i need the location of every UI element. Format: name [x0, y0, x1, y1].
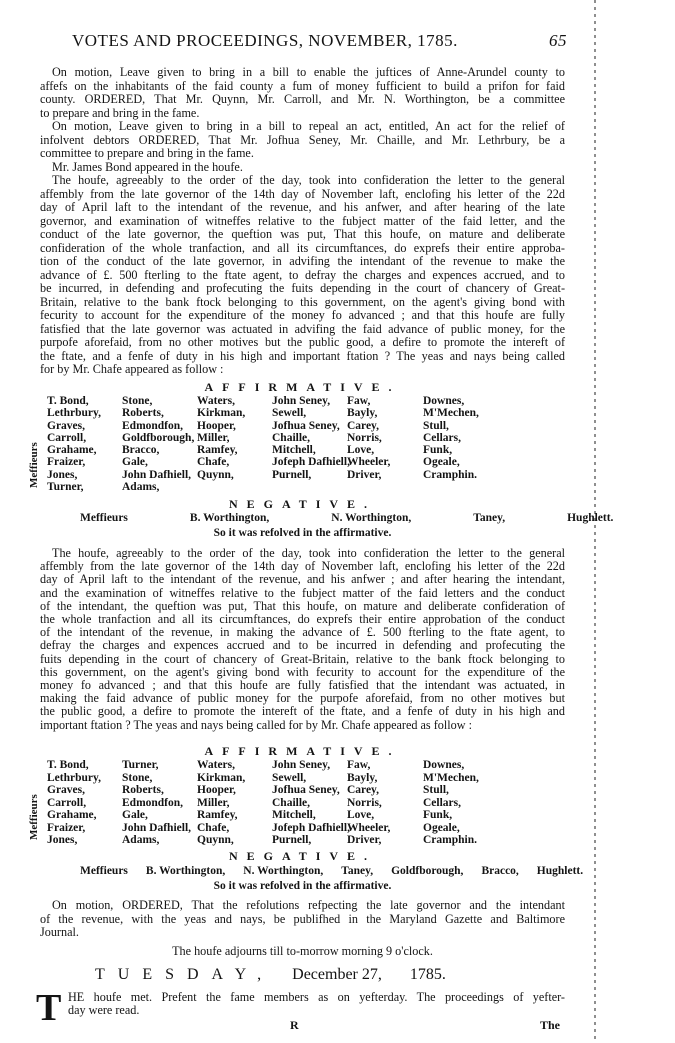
text-line: conduct of the late governor, the queftion was put, That this houfe, on mature and deliberate — [40, 227, 565, 241]
text-line: of the intendant of the revenue, in making the advance of £. 500 fterling to the ftate agent, to — [40, 625, 565, 640]
text-line: committee to prepare and bring in the fame. — [40, 146, 254, 160]
member-name: Adams, — [122, 481, 160, 494]
text-line: The houfe, agreeably to the order of the day, took into confideration the letter to the general — [52, 546, 565, 560]
day-date: December 27, — [292, 966, 382, 983]
member-name: Ogeale, — [423, 456, 460, 469]
member-name: Sewell, — [272, 407, 307, 420]
member-name: Fraizer, — [47, 821, 86, 834]
running-header — [72, 31, 567, 51]
member-name: Stull, — [423, 419, 449, 432]
member-name: Goldfborough, — [391, 865, 464, 877]
paragraph-insolvent-debtors — [40, 120, 565, 161]
member-name: Cellars, — [423, 431, 462, 444]
member-name: Hughlett. — [536, 865, 584, 877]
member-name: Bayly, — [347, 771, 378, 784]
member-name: John Seney, — [272, 395, 331, 407]
member-name: Fraizer, — [47, 456, 86, 469]
member-name: Funk, — [423, 809, 453, 821]
member-name: Mitchell, — [272, 809, 316, 821]
member-name: Grahame, — [47, 444, 97, 457]
paragraph-james-bond — [40, 161, 565, 175]
member-name: John Seney, — [272, 759, 331, 771]
text-line: fatisfied that the late governor was actuated in advifing the faid advance of public money, for the — [40, 321, 565, 336]
member-name: Kirkman, — [197, 771, 246, 784]
member-name: Wheeler, — [347, 821, 391, 834]
negative-votes-1 — [80, 512, 675, 524]
member-name: Bracco, — [122, 444, 160, 457]
member-name: Miller, — [197, 431, 230, 444]
member-name: Hughlett. — [567, 512, 614, 524]
text-line: The houfe, agreeably to the order of the day, took into confideration the letter to the general — [52, 173, 565, 187]
member-name: B. Worthington, — [145, 865, 226, 877]
member-name: Ramfey, — [197, 809, 238, 821]
drop-cap: T — [36, 987, 62, 1029]
member-name: Carey, — [347, 784, 380, 796]
vote-column — [122, 759, 197, 847]
text-line: On motion, Leave given to bring in a bill to repeal an act, entitled, An act for the relief of — [52, 119, 565, 133]
text-line: the whole tranfaction and all its circumftances, do exprefs their entire approbation of the conduct — [40, 612, 565, 627]
messieurs-label: Meffieurs — [80, 512, 128, 524]
text-line: Journal. — [40, 925, 79, 939]
paragraph-prison-bill — [40, 66, 565, 120]
member-name: Wheeler, — [347, 456, 391, 469]
text-line: this government, on the agent's giving bond with fecurity to account for the expenditure of the — [40, 664, 565, 679]
text-line: of the intendant, the queftion was put, That this houfe, on mature and deliberate confideration of — [40, 598, 565, 613]
member-name: Taney, — [473, 512, 506, 524]
text-line: day of April laft to the intendant of the revenue, and his anfwer, and after hearing of the late — [40, 200, 565, 214]
member-name: Miller, — [197, 796, 230, 809]
member-name: Carroll, — [47, 796, 87, 809]
negative-heading-1: NEGATIVE. — [228, 497, 377, 511]
member-name: Turner, — [122, 759, 159, 771]
text-line: day were read. — [68, 1003, 140, 1017]
messieurs-label-2: Meffieurs — [28, 794, 40, 840]
member-name: Jofhua Seney, — [272, 419, 340, 432]
vote-column — [197, 395, 272, 493]
page-number: 65 — [549, 31, 567, 50]
member-name: Adams, — [122, 834, 160, 846]
text-line: infolvent debtors ORDERED, That Mr. Jofhua Seney, Mr. Chaille, and Mr. Lethrbury, be a — [40, 132, 565, 147]
vote-column — [197, 759, 272, 847]
member-name: Waters, — [197, 395, 236, 407]
text-line: fuits depending in the court of chancery of Great-Britain, relative to the bank ftock belonging to — [40, 651, 565, 666]
affirmative-heading-2: AFFIRMATIVE. — [204, 744, 401, 758]
text-line: On motion, Leave given to bring in a bill to enable the juftices of Anne-Arundel county to — [52, 65, 565, 79]
text-line: the ftate, and a fenfe of duty in his high and important ftation ? The yeas and nays being called — [40, 348, 565, 363]
text-line: advance of £. 500 fterling to the ftate agent, to defray the charges and expences accrued, and to — [40, 267, 565, 282]
paragraph-intendant-text — [40, 547, 565, 732]
header-title: VOTES AND PROCEEDINGS, NOVEMBER, 1785. — [72, 31, 458, 50]
day-year: 1785. — [409, 966, 446, 983]
member-name: Ramfey, — [197, 444, 238, 457]
text-line: affembly from the late governor of the 14th day of November laft, enclofing his letter of the 22d — [40, 186, 565, 201]
member-name: Graves, — [47, 419, 86, 432]
messieurs-label-1: Meffieurs — [28, 442, 40, 488]
affirmative-votes-2 — [47, 759, 503, 847]
paragraph-intendant — [40, 547, 565, 732]
member-name: Norris, — [347, 431, 382, 444]
member-name: T. Bond, — [47, 395, 89, 407]
member-name: Edmondfon, — [122, 796, 184, 809]
member-name: Love, — [347, 444, 375, 457]
text-line: confideration of the whole tranfaction, and all its circumftances, do exprefs their entire approba- — [40, 240, 565, 255]
resolution-result-1: So it was refolved in the affirmative. — [213, 527, 392, 539]
negative-heading-2: NEGATIVE. — [228, 849, 377, 863]
member-name: Ogeale, — [423, 821, 460, 834]
member-name: Faw, — [347, 395, 371, 407]
member-name: Chaille, — [272, 796, 311, 809]
vote-column — [122, 395, 197, 493]
member-name: Jofeph Dafhiell, — [272, 456, 350, 469]
paragraph-publish-text — [40, 899, 565, 940]
member-name: Driver, — [347, 834, 382, 846]
vote-column — [347, 395, 423, 493]
text-line: affefs on the inhabitants of the faid county a fum of money fufficient to build a prifon for faid — [40, 78, 565, 93]
member-name: M'Mechen, — [423, 407, 479, 420]
member-name: Cramphin. — [423, 834, 477, 846]
text-line: tion of the conduct of the late governor, in advifing the intendant of the revenue to make the — [40, 254, 565, 268]
member-name: Norris, — [347, 796, 382, 809]
text-line: important ftation ? The yeas and nays being called for by Mr. Chafe appeared as follow : — [40, 717, 472, 732]
paragraph-house-met — [68, 991, 565, 1017]
text-line: be incurred, in defending and profecuting the fuits depending in the court of chancery of Great- — [40, 281, 565, 295]
member-name: Chaille, — [272, 431, 311, 444]
member-name: John Dafhiell, — [122, 821, 192, 834]
vote-column — [272, 395, 350, 493]
member-name: Love, — [347, 809, 375, 821]
signature-mark: R — [290, 1018, 299, 1032]
paragraph-publish-order — [40, 899, 565, 940]
member-name: Carey, — [347, 419, 380, 432]
member-name: Mitchell, — [272, 444, 316, 457]
member-name: Hooper, — [197, 419, 236, 432]
member-name: Faw, — [347, 759, 371, 771]
text-line: money fo advanced ; and that this houfe are fully fatisfied that the intendant was actuated, in — [40, 678, 565, 693]
text-line: making the faid advance of public money for the purpofe aforefaid, from no other motives but — [40, 691, 565, 706]
text-line: day of April laft to the intendant of the revenue, and his anfwer ; and after hearing the intendant, — [40, 572, 565, 587]
member-name: Roberts, — [122, 407, 164, 420]
text-line: affembly from the late governor of the 14th day of November laft, enclofing his letter of the 22d — [40, 559, 565, 574]
member-name: Edmondfon, — [122, 419, 184, 432]
member-name: Gale, — [122, 456, 148, 469]
member-name: N. Worthington, — [243, 865, 324, 877]
catchword: The — [540, 1018, 561, 1032]
member-name: Cellars, — [423, 796, 462, 809]
member-name: Goldfborough, — [122, 431, 195, 444]
member-name: Grahame, — [47, 809, 97, 821]
member-name: Stone, — [122, 771, 153, 784]
vote-column — [272, 759, 350, 847]
text-line: fecurity to account for the expenditure of the money fo advanced ; and that this houfe are fully — [40, 308, 565, 322]
vote-column — [347, 759, 423, 847]
affirmative-heading-1: AFFIRMATIVE. — [204, 380, 401, 394]
member-name: Waters, — [197, 759, 236, 771]
day-weekday: TUESDAY, — [95, 966, 275, 983]
member-name: Downes, — [423, 395, 465, 407]
text-line: On motion, ORDERED, That the refolutions refpecting the late governor and the intendant — [52, 898, 565, 912]
member-name: Hooper, — [197, 784, 236, 796]
member-name: Gale, — [122, 809, 148, 821]
member-name: B. Worthington, — [189, 512, 270, 524]
text-line: Mr. James Bond appeared in the houfe. — [52, 159, 243, 174]
member-name: Graves, — [47, 784, 86, 796]
member-name: Sewell, — [272, 771, 307, 784]
member-name: Bayly, — [347, 407, 378, 420]
member-name: Funk, — [423, 444, 453, 457]
vote-column — [423, 759, 503, 847]
messieurs-label: Meffieurs — [80, 865, 128, 877]
member-name: Quynn, — [197, 468, 234, 481]
text-line: the public good, a defire to promote the intereft of the ftate, and a fenfe of duty in his high and — [40, 704, 565, 719]
text-line: county. ORDERED, That Mr. Quynn, Mr. Carroll, and Mr. N. Worthington, be a committee — [40, 92, 565, 106]
vote-column — [47, 759, 122, 847]
member-name: Purnell, — [272, 834, 312, 846]
text-line: purpofe aforefaid, from no other motives but the public good, a defire to promote the intereft of — [40, 335, 565, 349]
day-heading — [95, 966, 515, 984]
member-name: Jones, — [47, 834, 78, 846]
member-name: M'Mechen, — [423, 771, 479, 784]
member-name: Lethrbury, — [47, 771, 101, 784]
member-name: Stull, — [423, 784, 449, 796]
text-line: to prepare and bring in the fame. — [40, 105, 200, 120]
member-name: Cramphin. — [423, 468, 477, 481]
member-name: Jones, — [47, 468, 78, 481]
member-name: Kirkman, — [197, 407, 246, 420]
member-name: N. Worthington, — [331, 512, 412, 524]
text-line: defray the charges and expences accrued and to be incurred in defending and profecuting the — [40, 638, 565, 653]
member-name: Turner, — [47, 481, 84, 494]
member-name: Taney, — [341, 865, 374, 877]
member-name: Quynn, — [197, 834, 234, 846]
negative-votes-2 — [80, 865, 601, 877]
text-line: HE houfe met. Prefent the fame members as on yefterday. The proceedings of yefter- — [68, 990, 565, 1004]
text-line: Britain, relative to the bank ftock belonging to this government, on the agent's giving bond with — [40, 294, 565, 309]
text-line: for by Mr. Chafe appeared as follow : — [40, 362, 224, 376]
member-name: Stone, — [122, 395, 153, 407]
paragraphs-motions — [40, 66, 565, 377]
affirmative-votes-1 — [47, 395, 503, 493]
member-name: Purnell, — [272, 468, 312, 481]
paragraph-late-governor — [40, 174, 565, 377]
member-name: Bracco, — [481, 865, 519, 877]
member-name: Jofeph Dafhiell, — [272, 821, 350, 834]
vote-column — [47, 395, 122, 493]
adjournment-line: The houfe adjourns till to-morrow morning 9 o'clock. — [172, 944, 433, 958]
member-name: T. Bond, — [47, 759, 89, 771]
member-name: Carroll, — [47, 431, 87, 444]
member-name: Roberts, — [122, 784, 164, 796]
text-line: governor, and examination of witneffes relative to the fubject matter of the faid letter, and the — [40, 213, 565, 228]
member-name: Jofhua Seney, — [272, 784, 340, 796]
member-name: Chafe, — [197, 821, 230, 834]
resolution-result-2: So it was refolved in the affirmative. — [213, 880, 392, 892]
text-line: and the examination of witneffes relative to the fubject matter of the faid letters and the conduct — [40, 585, 565, 600]
vote-column — [423, 395, 503, 493]
member-name: John Dafhiell, — [122, 468, 192, 481]
member-name: Chafe, — [197, 456, 230, 469]
member-name: Driver, — [347, 468, 382, 481]
member-name: Downes, — [423, 759, 465, 771]
text-line: of the revenue, with the yeas and nays, be publifhed in the Maryland Gazette and Baltimore — [40, 911, 565, 926]
member-name: Lethrbury, — [47, 407, 101, 420]
